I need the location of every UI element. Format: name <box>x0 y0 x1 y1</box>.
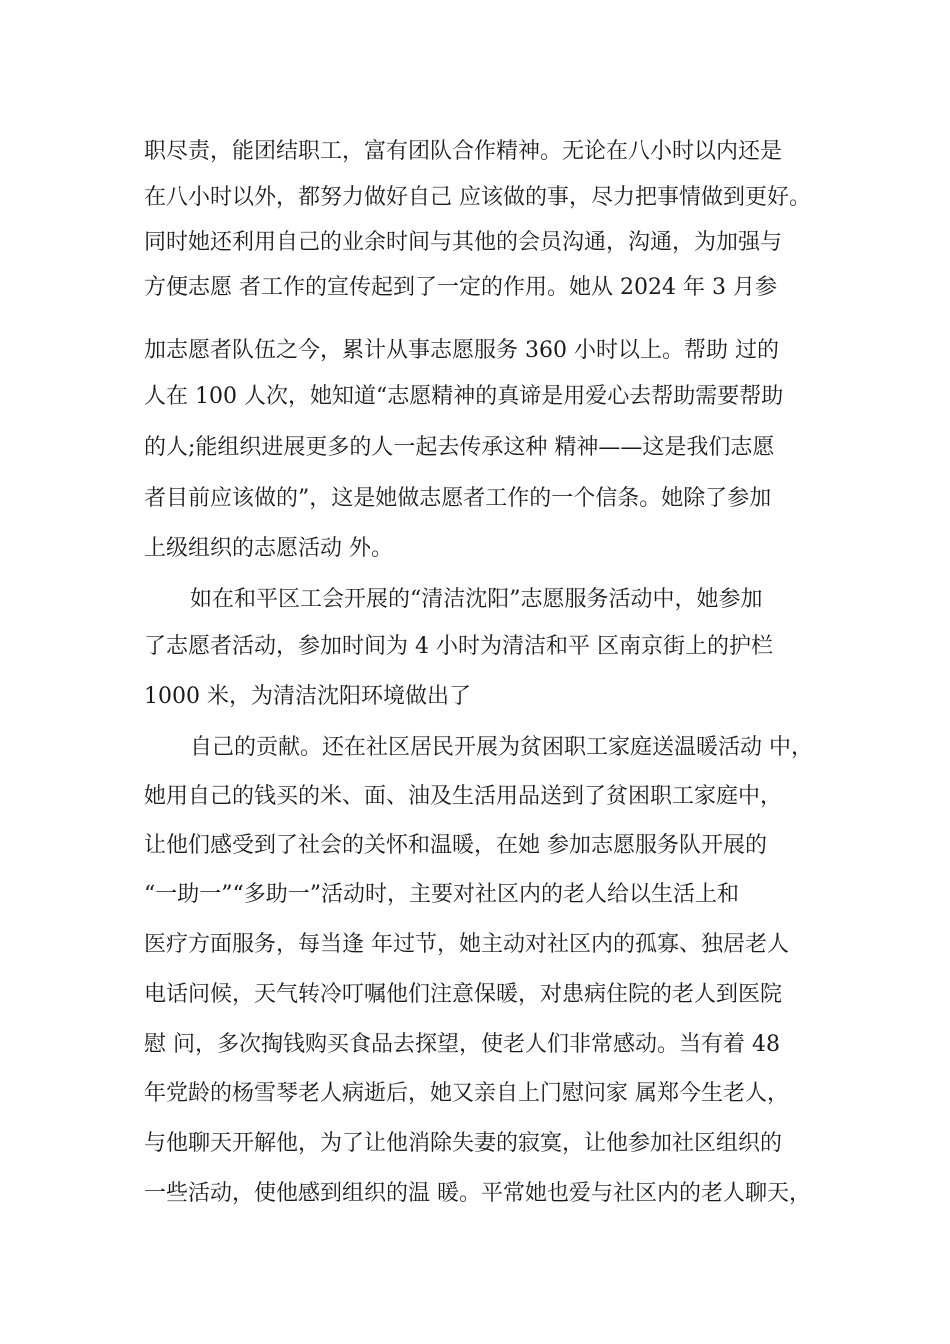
text-line: 职尽责，能团结职工，富有团队合作精神。无论在八小时以内还是 <box>144 139 783 164</box>
text-line: 在八小时以外，都努力做好自己 应该做的事，尽力把事情做到更好。 <box>144 185 811 210</box>
text-line: 1000 米，为清洁沈阳环境做出了 <box>144 684 471 709</box>
text-line: 方便志愿 者工作的宣传起到了一定的作用。她从 2024 年 3 月参 <box>144 275 777 300</box>
text-line: 电话问候，天气转冷叮嘱他们注意保暖，对患病住院的老人到医院 <box>144 982 783 1007</box>
text-line: 她用自己的钱买的米、面、油及生活用品送到了贫困职工家庭中， <box>144 784 783 809</box>
text-line: 同时她还利用自己的业余时间与其他的会员沟通，沟通，为加强与 <box>144 230 783 255</box>
text-line: 自己的贡献。还在社区居民开展为贫困职工家庭送温暖活动 中， <box>190 735 813 760</box>
text-line: 年党龄的杨雪琴老人病逝后，她又亲自上门慰问家 属郑今生老人， <box>144 1081 789 1106</box>
text-line: 与他聊天开解他，为了让他消除失妻的寂寞，让他参加社区组织的 <box>144 1131 783 1156</box>
text-line: 让他们感受到了社会的关怀和温暖，在她 参加志愿服务队开展的 <box>144 833 767 858</box>
text-line: 了志愿者活动，参加时间为 4 小时为清洁和平 区南京街上的护栏 <box>144 634 773 659</box>
text-line: 的人;能组织进展更多的人一起去传承这种 精神——这是我们志愿 <box>144 435 775 460</box>
text-line: 一些活动，使他感到组织的温 暖。平常她也爱与社区内的老人聊天， <box>144 1181 811 1206</box>
text-line: 加志愿者队伍之今，累计从事志愿服务 360 小时以上。帮助 过的 <box>144 338 779 363</box>
text-line: 医疗方面服务，每当逢 年过节，她主动对社区内的孤寡、独居老人 <box>144 932 789 957</box>
text-line: 人在 100 人次，她知道“志愿精神的真谛是用爱心去帮助需要帮助 <box>144 384 784 409</box>
text-line: 者目前应该做的”，这是她做志愿者工作的一个信条。她除了参加 <box>144 486 772 511</box>
text-line: 慰 问，多次掏钱购买食品去探望，使老人们非常感动。当有着 48 <box>144 1032 780 1057</box>
text-line: “一助一”“多助一”活动时，主要对社区内的老人给以生活上和 <box>144 882 739 907</box>
text-line: 如在和平区工会开展的“清洁沈阳”志愿服务活动中，她参加 <box>190 587 763 612</box>
text-line: 上级组织的志愿活动 外。 <box>144 536 393 561</box>
